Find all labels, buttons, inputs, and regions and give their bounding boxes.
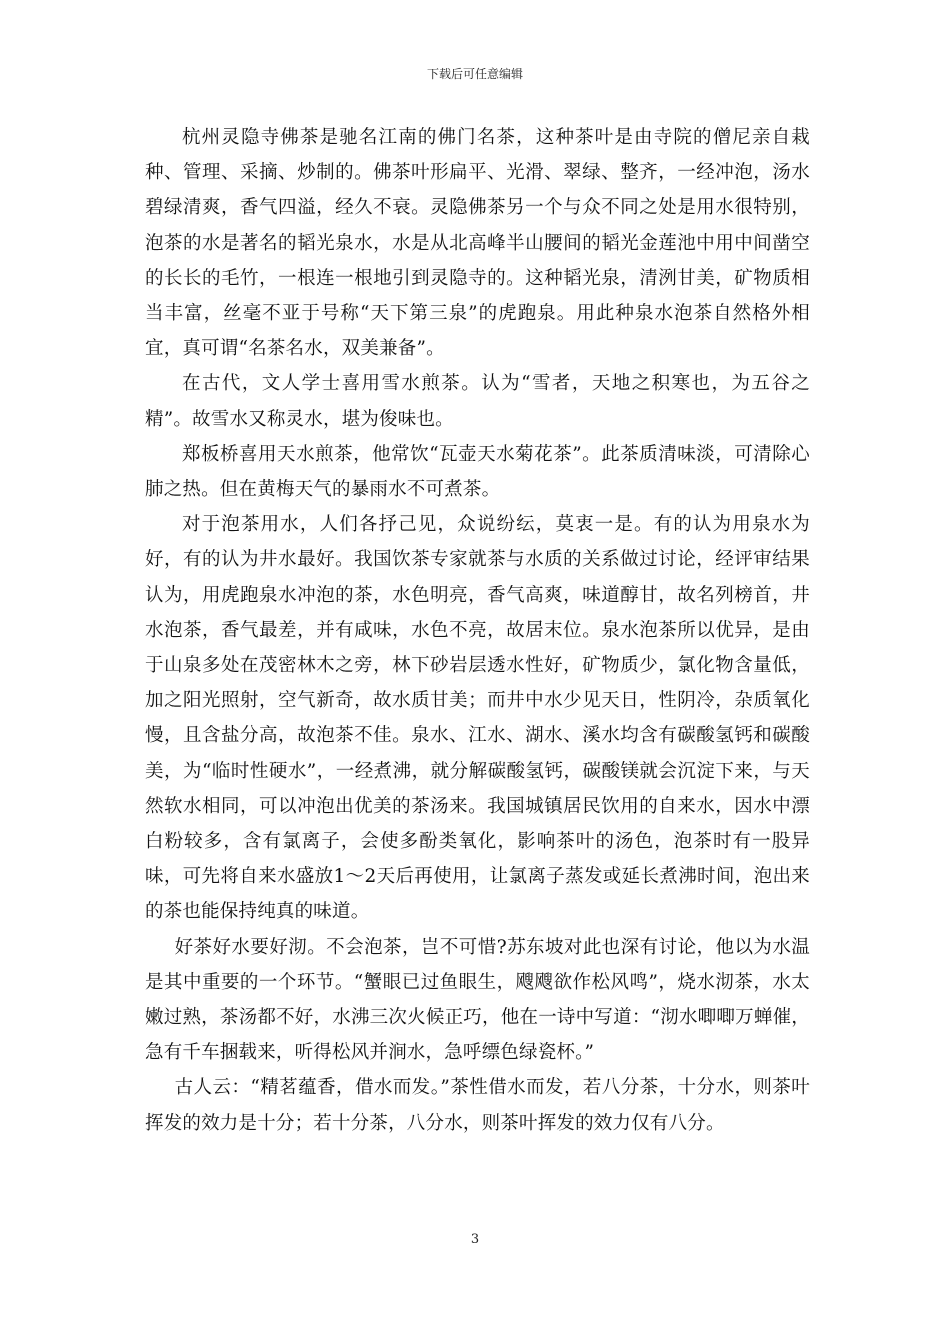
page-header: 下载后可任意编辑 (426, 67, 523, 81)
paragraph-water-quality: 对于泡茶用水，人们各抒己见，众说纷纭，莫衷一是。有的认为用泉水为好，有的认为井水最好。我国饮茶专家就茶与水质的关系做过讨论，经评审结果认为，用虎跑泉水冲泡的茶，水色明亮，香气高爽，味道醇甘，故名列榜首，井水泡茶，香气最差，并有咸味，水色不亮，故居末位。泉水泡茶所以优异，是由于山泉多处在茂密林木之旁，林下砂岩层透水性好，矿物质少，氯化物含量低，加之阳光照射，空气新奇，故水质甘美；而井中水少见天日，性阴冷，杂质氧化慢，且含盐分高，故泡茶不佳。泉水、江水、湖水、溪水均含有碳酸氢钙和碳酸美，为“临时性硬水”，一经煮沸，就分解碳酸氢钙，碳酸镁就会沉淀下来，与天然软水相同，可以冲泡出优美的茶汤来。我国城镇居民饮用的自来水，因水中漂白粉较多，含有氯离子，会使多酚类氧化，影响茶叶的汤色，泡茶时有一股异味，可先将自来水盛放1～2天后再使用，让氯离子蒸发或延长煮沸时间，泡出来的茶也能保持纯真的味道。 (145, 514, 810, 923)
paragraph-rain-water: 郑板桥喜用天水煎茶，他常饮“瓦壶天水菊花茶”。此茶质清味淡，可清除心肺之热。但在黄梅天气的暴雨水不可煮茶。 (145, 443, 810, 501)
paragraph-brewing: 好茶好水要好沏。不会泡茶，岂不可惜?苏东坡对此也深有讨论，他以为水温是其中重要的一个环节。“蟹眼已过鱼眼生，飕飕欲作松风鸣”，烧水沏茶，水太嫩过熟，茶汤都不好，水沸三次火候正巧，他在一诗中写道：“沏水唧唧万蝉催，急有千车捆载来，听得松风并涧水，急呼缥色绿瓷杯。” (145, 936, 810, 1064)
paragraph-snow-water: 在古代，文人学士喜用雪水煎茶。认为“雪者，天地之积寒也，为五谷之精”。故雪水又称灵水，堪为俊味也。 (145, 373, 810, 430)
document-body (145, 120, 810, 1141)
page-number: 3 (470, 1232, 480, 1247)
paragraph-ancient-saying: 古人云：“精茗蕴香，借水而发。”茶性借水而发，若八分茶，十分水，则茶叶挥发的效力是十分；若十分茶，八分水，则茶叶挥发的效力仅有八分。 (145, 1077, 810, 1134)
paragraph-lingyin-tea: 杭州灵隐寺佛茶是驰名江南的佛门名茶，这种茶叶是由寺院的僧尼亲自栽种、管理、采摘、炒制的。佛茶叶形扁平、光滑、翠绿、整齐，一经冲泡，汤水碧绿清爽，香气四溢，经久不衰。灵隐佛茶另一个与众不同之处是用水很特别，泡茶的水是著名的韬光泉水，水是从北高峰半山腰间的韬光金莲池中用中间凿空的长长的毛竹，一根连一根地引到灵隐寺的。这种韬光泉，清洌甘美，矿物质相当丰富，丝毫不亚于号称“天下第三泉”的虎跑泉。用此种泉水泡茶自然格外相宜，真可谓“名茶名水，双美兼备”。 (145, 127, 810, 360)
